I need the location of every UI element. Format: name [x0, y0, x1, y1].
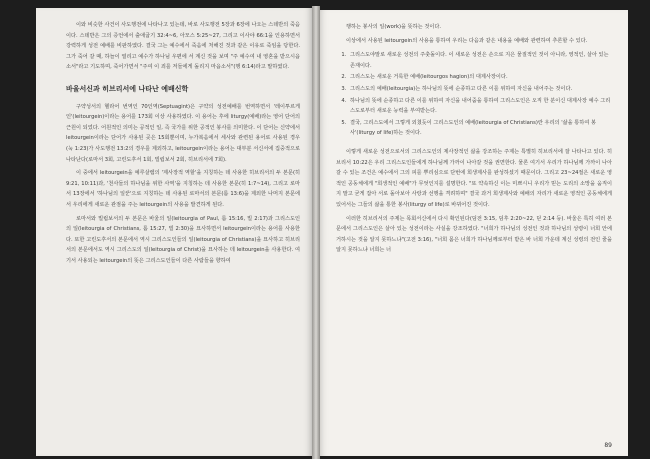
page-number: 89 [604, 442, 612, 449]
list-item: 1. 그리스도야말로 새로운 성전의 주춧돌이다. 이 새로운 성전은 손으로 지은 물질적인 것이 아니라, 영적인, 살아 있는 존재이다. [348, 50, 612, 71]
left-paragraph-4: 로마서와 빌립보서의 두 본문은 바울의 일(leitourgia of Paul, 롬 15:16, 빌 2:17)과 그리스도인의 일(leitourgia of Christians, 롬 15:27, 빌 2:30)을 묘사하면서 leitourgein이라는 용어를 사용한다. 또한 고린도후서의 본문에서 역시 그리스도인들의 일(leitourgia of Christians)을 묘사하고 히브리서의 본문에서도 역시 그리스도의 일(leitourgia of Christ)을 묘사하는 데 leitourgein을 사용한다. 여기서 사용되는 leitourgein의 뜻은 그리스도인들이 다른 사람들을 향하여 [66, 215, 300, 264]
right-paragraph-2: 이상에서 사용된 leitourgein의 사용을 통하여 우리는 다음과 같은 내용을 예배와 관련하여 추론할 수 있다. [346, 37, 588, 44]
list-item: 2. 그리스도는 새로운 거룩한 예배(leitourgos hagion)의 대제사장이다. [348, 72, 612, 83]
list-item: 5. 결국, 그리스도에서 그렇게 외쳤듯이 그리스도인의 예배(leitourgia of Christians)란 우리의 '삶을 통하여 봉사'(liturgy of life)하는 것이다. [348, 118, 612, 139]
right-text-column [336, 22, 612, 259]
right-paragraph-1: 행하는 봉사의 일(work)을 뜻하는 것이다. [346, 24, 442, 30]
left-page [36, 8, 312, 456]
right-page [320, 10, 628, 456]
section-heading: 바울서신과 히브리서에 나타난 예배신학 [66, 84, 189, 93]
inference-list [336, 50, 612, 139]
left-paragraph-1: 이와 비슷한 사건이 사도행전에 나타나고 있는데, 바로 사도행전 5장과 6장에 나오는 스데반의 죽음이다. 스데반은 그의 증언에서 출애굽기 32:4~6, 아모스 5:25~27, 그리고 이사야 66:1을 인용하면서 강력하게 성전 예배를 비판하였다. 결국 그는 예수에서 죽음에 처해진 것과 같은 이유로 죽임을 당한다. 그가 죽어 갈 때, 하늘이 열리고 예수가 하나님 우편에 서 계신 것을 보며 "주 예수여 내 영혼을 받으시옵소서"라고 기도하며, 죽어가면서 "주여 이 죄를 저들에게 돌리지 마옵소서"(행 6:14)라고 말하였다. [66, 22, 300, 71]
left-paragraph-3: 이 중에서 leitourgein을 예루살렘의 '제사장적 역할'을 지칭하는 데 사용한 히브리서의 두 본문(히 9:21, 10:11)과, '천사들의 하나님을 위한 사역'을 지칭하는 데 사용한 본문(히 1:7~14), 그리고 로마서 13장에서 '하나님의 일꾼'으로 지칭하는 데 사용된 로마서의 본문(롬 13:6)을 제외한 나머지 본문에서 우리에게 새로운 관점을 주는 leitourgein의 사용을 발견하게 된다. [66, 170, 300, 208]
right-paragraph-3: 이렇게 새로운 성전으로서의 그리스도인의 제사장적인 삶을 강조하는 주제는 특별히 히브리서에 잘 나타나고 있다. 히브리서 10:22은 우리 그리스도인들에게 하나님께 가까이 나아갈 것을 권면한다. 물론 여기서 우리가 하나님께 가까이 나아갈 수 있는 조건은 예수에서 그의 피를 뿌리심으로 단번에 희생제사를 완성하셨기 때문이다. 그리고 23~24절은 새로운 영적인 공동체에게 "희생적인 예배"가 무엇인지를 설명한다. "또 약속하신 이는 미쁘시니 우리가 믿는 도리의 소망을 움직이지 말고 굳게 잡아 서로 돌아보아 사랑과 선행을 격려하며" 결국 과거 희생제사와 예배의 자리가 새로운 영적인 공동체에게 있어서는 그들의 삶을 통한 봉사(liturgy of life)로 바뀌어진 것이다. [336, 148, 612, 208]
book-gutter [312, 6, 320, 459]
list-item: 3. 그리스도의 예배(leitourgia)는 하나님의 뜻에 순종하고 다른 이를 위하여 자신을 내어주는 것이다. [348, 84, 612, 95]
left-text-column [66, 20, 300, 269]
left-paragraph-2: 구약성서의 헬라어 번역인 70인역(Septuagint)은 구약의 성전예배를 번역하면서 '레이투르게인'(leitourgein)이라는 용어를 173회 이상 사용하였다. 이 용어는 후에 liturgy(예배)라는 영어 단어의 근원이 되었다. 어원적인 의미는 공적인 일, 즉 국가를 위한 공적인 봉사를 의미한다. 이 단어는 신약에서 leitourgein이라는 단어가 사용된 곳은 15회뿐이며, 누가복음에서 세사와 관련된 용어로 사용된 경우(눅 1:23)가 사도행전 13:2의 경우를 제외하고, leitourgein이라는 용어는 대부분 서신서에 집중적으로 나타난다(로마서 3회, 고린도후서 1회, 빌립보서 2회, 히브리서에 7회). [66, 103, 300, 163]
list-item: 4. 하나님의 뜻에 순종하고 다른 이를 위하여 자신을 내어줌을 통하여 그리스도인은 오직 한 분이신 대제사장 예수 그리스도로부터 새로운 능력을 부여받는다. [348, 96, 612, 117]
right-paragraph-4: 이러한 히브리서의 주제는 목회서신에서 다시 확인된다(딤전 3:15, 딤후 2:20~22, 딛 2:14 등). 바울은 특히 여러 본문에서 그리스도인은 살아 있는 성전이라는 사실을 강조하였다. "너희가 하나님의 성전인 것과 하나님의 성령이 너희 안에 거하시는 것을 알지 못하느냐"(고전 3:16), "너희 몸은 너희가 하나님께로부터 받은 바 너희 가운데 계신 성령의 전인 줄을 알지 못하느냐 너희는 너 [336, 215, 612, 254]
